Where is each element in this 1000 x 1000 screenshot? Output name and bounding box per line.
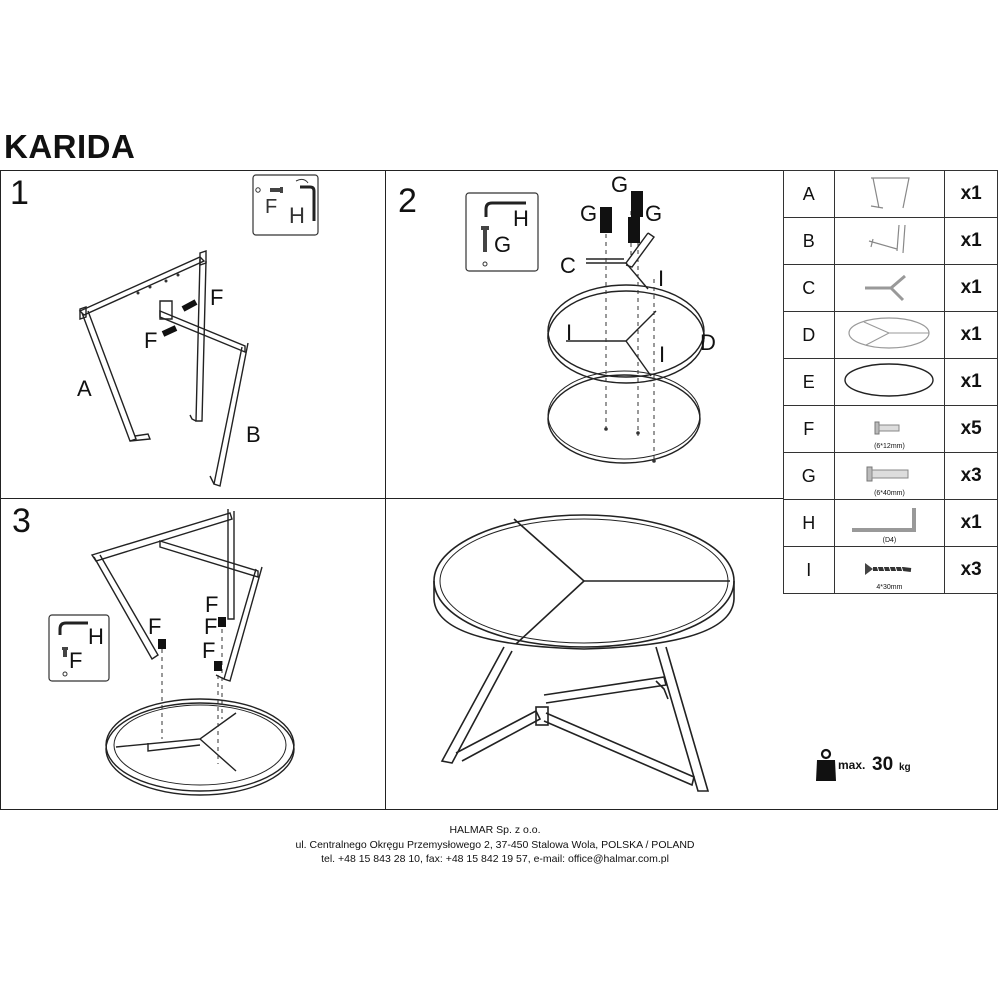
parts-row	[784, 547, 998, 594]
s3-label-f1: F	[205, 592, 219, 617]
part-quantity: x1	[945, 500, 998, 547]
bolt-short-icon	[834, 406, 945, 453]
s2-label-i3: I	[659, 342, 666, 367]
part-quantity: x1	[945, 312, 998, 359]
part-quantity: x1	[945, 218, 998, 265]
s1-label-f1: F	[210, 285, 224, 310]
bolt-long-icon	[834, 453, 945, 500]
part-quantity: x3	[945, 547, 998, 594]
footer	[0, 823, 990, 867]
parts-row	[784, 312, 998, 359]
s1-inset-h: H	[289, 203, 305, 228]
part-label: B	[784, 218, 835, 265]
part-size: 4*30mm	[876, 584, 903, 591]
step-1-illustration	[0, 171, 385, 497]
weight-prefix: max.	[838, 758, 866, 772]
footer-company: HALMAR Sp. z o.o.	[449, 824, 541, 836]
s2-label-i2: I	[566, 320, 573, 345]
s3-label-f2: F	[148, 614, 162, 639]
s2-label-g2: G	[580, 201, 598, 226]
s2-inset-h: H	[513, 206, 529, 231]
parts-table	[783, 170, 998, 594]
parts-row	[784, 218, 998, 265]
s3-label-f3: F	[204, 614, 218, 639]
s1-label-b: B	[246, 422, 261, 447]
step-1-inset	[253, 175, 318, 235]
parts-row	[784, 171, 998, 218]
assembled-table-illustration	[386, 499, 782, 809]
part-size: (6*40mm)	[874, 490, 905, 497]
part-label: E	[784, 359, 835, 406]
s3-label-f4: F	[202, 638, 216, 663]
part-quantity: x3	[945, 453, 998, 500]
step-3-number: 3	[12, 502, 31, 540]
s1-label-f2: F	[144, 328, 158, 353]
step-2-number: 2	[398, 182, 417, 220]
part-quantity: x1	[945, 171, 998, 218]
part-label: I	[784, 547, 835, 594]
s2-label-g3: G	[645, 201, 663, 226]
s3-inset-f: F	[69, 648, 83, 673]
weight-value: 30	[872, 754, 894, 775]
part-label: H	[784, 500, 835, 547]
step-1-number: 1	[10, 174, 29, 212]
parts-row	[784, 406, 998, 453]
parts-row	[784, 265, 998, 312]
product-title: KARIDA	[4, 128, 136, 165]
parts-row	[784, 500, 998, 547]
frame-b-icon	[834, 218, 945, 265]
part-label: F	[784, 406, 835, 453]
weight-icon	[815, 748, 837, 782]
parts-row	[784, 453, 998, 500]
s1-inset-f: F	[265, 196, 278, 218]
part-quantity: x5	[945, 406, 998, 453]
frame-a-icon	[834, 171, 945, 218]
y-connector-icon	[834, 265, 945, 312]
allen-key-icon	[834, 500, 945, 547]
s2-inset-g: G	[494, 232, 512, 257]
part-quantity: x1	[945, 265, 998, 312]
part-quantity: x1	[945, 359, 998, 406]
s3-inset-h: H	[88, 624, 104, 649]
s1-label-a: A	[77, 376, 92, 401]
step-3-illustration	[0, 499, 385, 809]
part-label: G	[784, 453, 835, 500]
part-size: (6*12mm)	[874, 443, 905, 450]
part-size: (D4)	[882, 537, 897, 544]
tabletop-icon	[834, 359, 945, 406]
s2-label-c: C	[560, 253, 576, 278]
s2-label-i1: I	[658, 266, 665, 291]
ring-icon	[834, 312, 945, 359]
footer-address: ul. Centralnego Okręgu Przemysłowego 2, 37-450 Stalowa Wola, POLSKA / POLAND	[295, 838, 695, 851]
screw-icon	[834, 547, 945, 594]
footer-contact: tel. +48 15 843 28 10, fax: +48 15 842 19 57, e-mail: office@halmar.com.pl	[321, 853, 669, 865]
s2-label-g1: G	[611, 172, 629, 197]
part-label: A	[784, 171, 835, 218]
part-label: D	[784, 312, 835, 359]
part-label: C	[784, 265, 835, 312]
parts-row	[784, 359, 998, 406]
s2-label-d: D	[700, 330, 716, 355]
weight-unit: kg	[899, 762, 911, 773]
